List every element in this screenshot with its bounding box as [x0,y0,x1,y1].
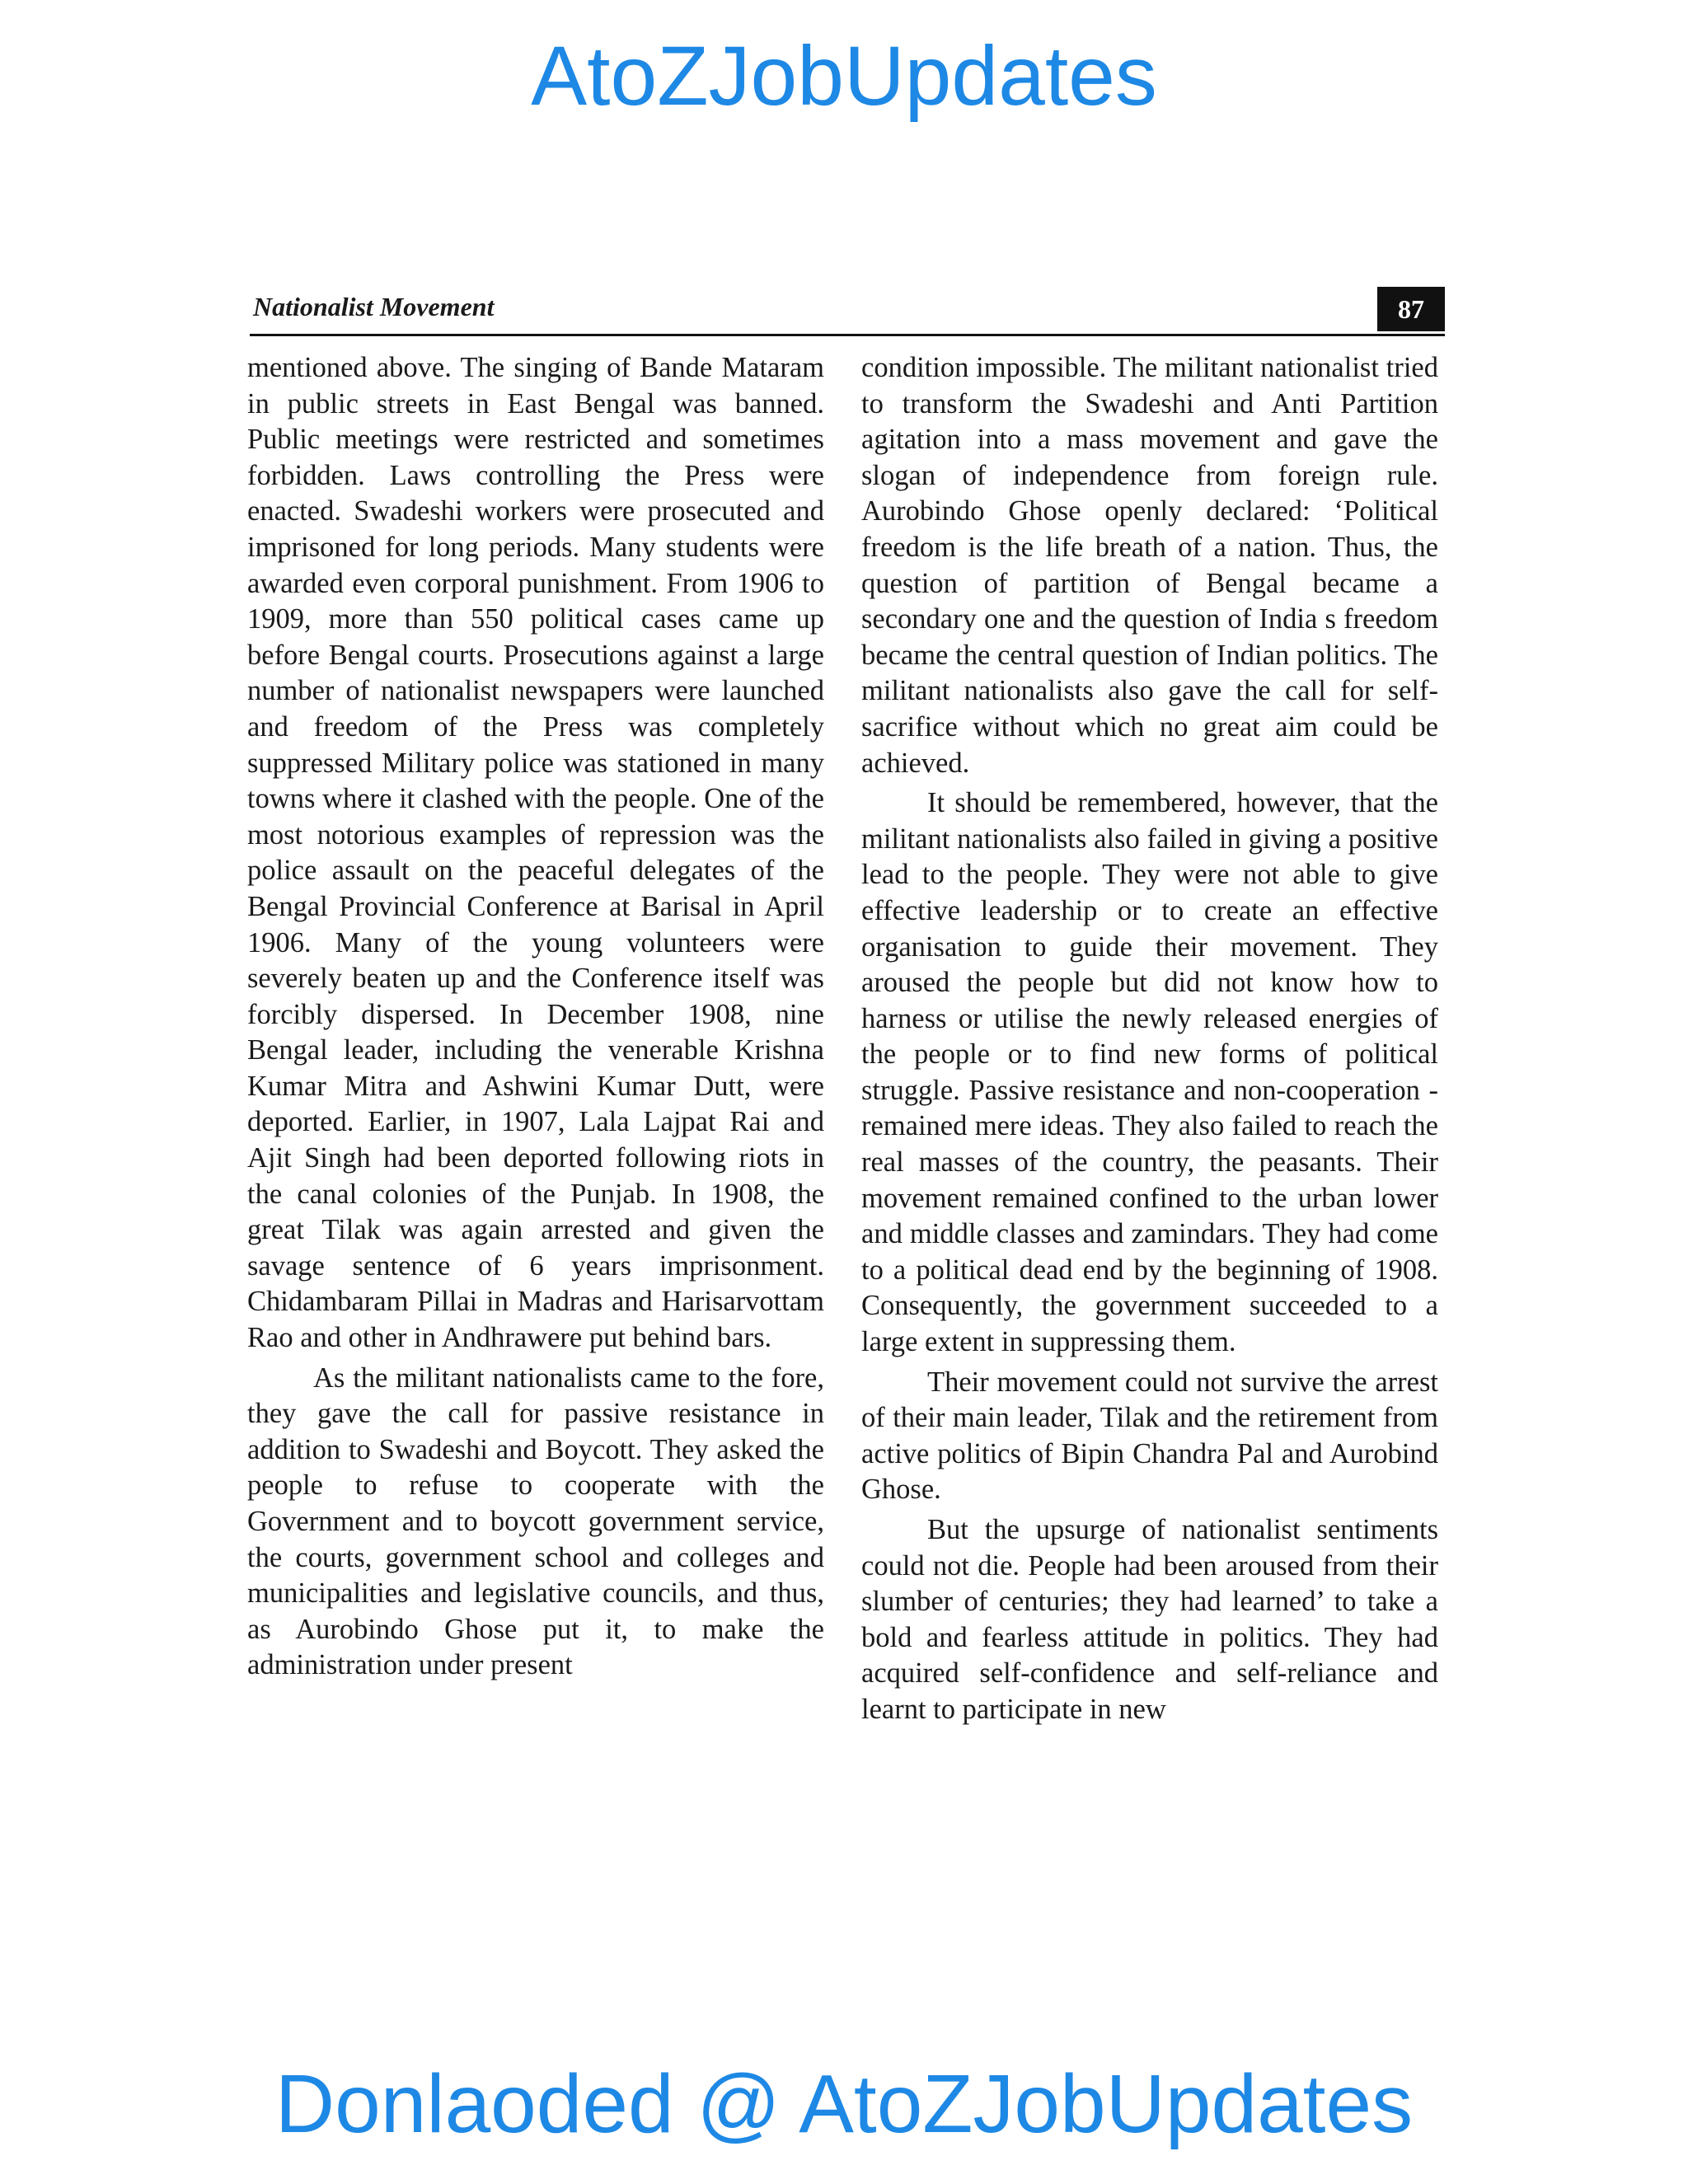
header-rule [250,334,1445,336]
paragraph: It should be remembered, however, that the militant nationalists also failed in giving a positive lead to the people. They were not able to give effective leadership or to create an effective organisation to guide their movement. They aroused the people but did not know how to harness or utilise the newly released energies of the people or to find new forms of political struggle. Passive resistance and non-cooperation -remained mere ideas. They also failed to reach the real masses of the country, the peasants. Their movement remained confined to the urban lower and middle classes and zamindars. They had come to a political dead end by the beginning of 1908. Consequently, the government succeeded to a large extent in suppressing them. [861,787,1438,1358]
right-column [861,350,1438,1732]
running-title: Nationalist Movement [253,292,495,321]
watermark-top: AtoZJobUpdates [531,29,1157,123]
paragraph: Their movement could not survive the arrest of their main leader, Tilak and the retirement from active politics of Bipin Chandra Pal and Aurobind Ghose. [861,1366,1438,1506]
paragraph: condition impossible. The militant nationalist tried to transform the Swadeshi and Anti Partition agitation into a mass movement and gave the slogan of independence from foreign rule. Aurobindo Ghose openly declared: ‘Political freedom is the life breath of a nation. Thus, the question of partition of Bengal became a secondary one and the question of India s freedom became the central question of Indian politics. The militant nationalists also gave the call for self-sacrifice without which no great aim could be achieved. [861,352,1438,779]
watermark-bottom: Donlaoded @ AtoZJobUpdates [274,2058,1414,2150]
paragraph: As the militant nationalists came to the fore, they gave the call for passive resistance in addition to Swadeshi and Boycott. They asked the people to refuse to cooperate with the Government and to boycott government service, the courts, government school and colleges and municipalities and legislative councils, and thus, as Aurobindo Ghose put it, to make the administration under present [247,1361,824,1681]
running-header [250,287,1445,335]
paragraph: mentioned above. The singing of Bande Mataram in public streets in East Bengal was banned. Public meetings were restricted and sometimes forbidden. Laws controlling the Press were enacted. Swadeshi workers were prosecuted and imprisoned for long periods. Many students were awarded even corporal punishment. From 1906 to 1909, more than 550 political cases came up before Bengal courts. Prosecutions against a large number of nationalist newspapers were launched and freedom of the Press was completely suppressed Military police was stationed in many towns where it clashed with the people. One of the most notorious examples of repression was the police assault on the peaceful delegates of the Bengal Provincial Conference at Barisal in April 1906. Many of the young volunteers were severely beaten up and the Conference itself was forcibly dispersed. In December 1908, nine Bengal leader, including the venerable Krishna Kumar Mitra and Ashwini Kumar Dutt, were deported. Earlier, in 1907, Lala Lajpat Rai and Ajit Singh had been deported following riots in the canal colonies of the Punjab. In 1908, the great Tilak was again arrested and given the savage sentence of 6 years imprisonment. Chidambaram Pillai in Madras and Harisarvottam Rao and other in Andhrawere put behind bars. [247,352,824,1354]
paragraph: But the upsurge of nationalist sentiments could not die. People had been aroused from their slumber of centuries; they had learned’ to take a bold and fearless attitude in politics. They had acquired self-confidence and self-reliance and learnt to participate in new [861,1514,1438,1725]
left-column [247,350,824,1688]
page-number: 87 [1377,287,1445,331]
